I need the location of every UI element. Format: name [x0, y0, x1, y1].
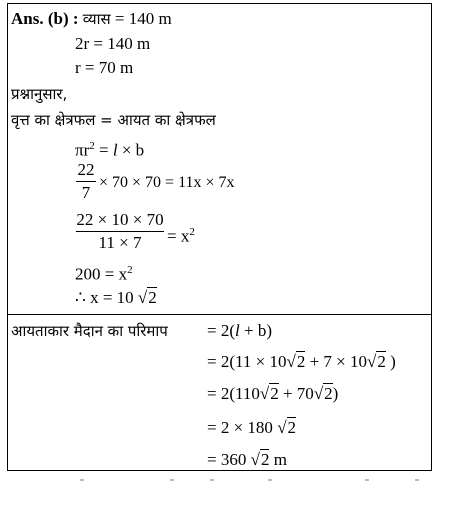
perimeter-line2-b: + 7 × 10	[305, 352, 367, 371]
diameter-word: व्यास	[82, 10, 111, 28]
frac2-denominator: 11 × 7	[98, 233, 142, 252]
therefore-x: ∴ x = 10	[75, 288, 134, 307]
root-two: 2	[324, 384, 333, 403]
perimeter-line2-c: )	[385, 352, 396, 371]
pi-r2-exp: 2	[89, 140, 95, 152]
sqrt-symbol: √2	[137, 288, 157, 307]
pi-r2-eq: =	[94, 140, 113, 160]
perimeter-line1-b: + b)	[239, 321, 272, 340]
root-two: 2	[296, 352, 306, 371]
pi-r2-rest: × b	[117, 140, 145, 160]
perimeter-line2	[207, 352, 396, 372]
root-two: 2	[287, 418, 297, 437]
perimeter-line1-a: = 2(	[207, 321, 235, 340]
perimeter-line3	[207, 384, 338, 404]
diameter-value: = 140 m	[114, 9, 172, 28]
frac2-bar	[76, 231, 164, 232]
pi-r2-l: l	[112, 140, 118, 160]
two-hundred-exp: 2	[127, 264, 133, 276]
root-two: 2	[377, 352, 386, 371]
perimeter-line3-a: = 2(110	[207, 384, 260, 403]
two-hundred: 200 = x	[75, 264, 128, 284]
root-two: 2	[270, 384, 279, 403]
frac2-rest-line	[167, 222, 195, 247]
sqrt-symbol: √2	[313, 384, 333, 403]
frac2	[76, 210, 164, 253]
cropped-text-remnant	[20, 477, 440, 485]
answer-label: Ans. (b) :	[11, 9, 79, 28]
root-two: 2	[148, 288, 157, 307]
perimeter-line5	[207, 450, 287, 470]
perimeter-line5-a: = 360	[207, 450, 251, 469]
pi-r2-left: πr	[75, 140, 90, 160]
therefore-line	[75, 288, 157, 308]
sqrt-symbol: √2	[286, 352, 306, 371]
perimeter-line1-l: l	[235, 321, 240, 340]
perimeter-line4-text: = 2 × 180	[207, 418, 278, 437]
frac1-numerator: 22	[77, 160, 95, 179]
according-to-question: प्रश्नानुसार,	[11, 85, 68, 103]
sqrt-symbol: √2	[367, 352, 386, 371]
frac1-bar	[76, 181, 96, 182]
sqrt-symbol: √2	[250, 450, 270, 469]
frac1-rest: × 70 × 70 = 11x × 7x	[99, 174, 235, 191]
frac2-exp: 2	[189, 226, 195, 238]
frac2-rest: = x	[167, 226, 190, 246]
perimeter-label: आयताकार मैदान का परिमाप	[11, 322, 168, 340]
area-equation: वृत्त का क्षेत्रफल = आयत का क्षेत्रफल	[11, 111, 216, 129]
sqrt-symbol: √2	[259, 384, 279, 403]
perimeter-line2-a: = 2(11 × 10	[207, 352, 287, 371]
section-divider	[7, 314, 432, 315]
perimeter-line3-b: + 70	[278, 384, 314, 403]
pi-r2-line	[75, 136, 144, 161]
r-line: r = 70 m	[75, 58, 134, 77]
frac1-denominator: 7	[81, 183, 91, 202]
perimeter-line4	[207, 418, 296, 438]
frac1	[76, 160, 96, 203]
perimeter-line1	[207, 321, 272, 341]
answer-header-line	[11, 9, 172, 29]
sqrt-symbol: √2	[277, 418, 297, 437]
two-hundred-line	[75, 260, 133, 285]
two-r-line: 2r = 140 m	[75, 34, 151, 53]
root-two: 2	[260, 450, 270, 469]
perimeter-line3-c: )	[332, 384, 339, 403]
perimeter-line5-b: m	[269, 450, 287, 469]
frac2-numerator: 22 × 10 × 70	[76, 210, 164, 229]
